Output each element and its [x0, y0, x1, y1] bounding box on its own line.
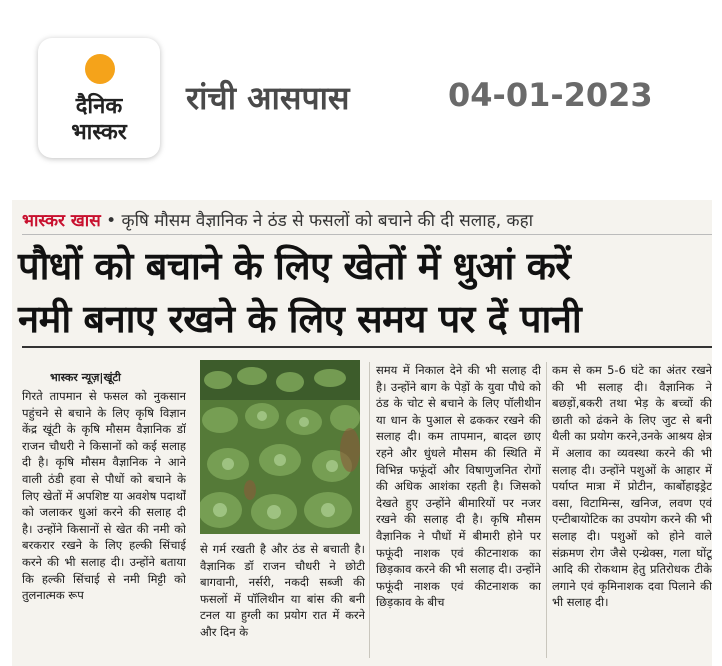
crop-field-photo — [200, 360, 360, 534]
kicker-brand: भास्कर खास — [22, 211, 101, 231]
article-column-2: से गर्म रखती है और ठंड से बचाती है। वैज्ञानिक डॉ राजन चौधरी ने छोटी बागवानी, नर्सरी, नकदी सब्जी की फसलों में पॉलिथीन या बांस की बनी टनल या हुग्ली का प्रयोग रात में करने और दिन के — [200, 542, 365, 639]
article-column-3: समय में निकाल देने की भी सलाह दी है। उन्होंने बाग के पेड़ों के युवा पौधे को ठंड के चोट से बचाने के लिए पॉलीथीन या धान के पुआल से ढककर रखने की सलाह दी। कम तापमान, बादल छाए रहने और धुंधले मौसम की स्थिति में विभिन्न फफूंदों और विषाणुजनित रोगों की अधिक आशंका रहती है। जिसको देखते हुए उन्होंने बीमारियों पर नजर रखने की सलाह दी है। कृषि मौसम वैज्ञानिक ने पौधों में बीमारी होने पर फफूंदी नाशक एवं कीटनाशक का छिड़काव करने की भी सलाह दी। उन्होंने फफूंदी नाशक एवं कीटनाशक का छिड़काव के बीच — [376, 363, 541, 610]
newspaper-logo — [38, 38, 160, 158]
headline-divider — [22, 346, 712, 348]
edition-title: रांची आसपास — [186, 79, 350, 117]
column-divider — [369, 362, 370, 658]
kicker-separator: • — [106, 211, 117, 231]
column-divider — [546, 362, 547, 658]
byline: भास्कर न्यूज़|खूंटी — [50, 371, 121, 384]
headline-line2: नमी बनाए रखने के लिए समय पर दें पानी — [18, 297, 582, 341]
article-column-1: गिरते तापमान से फसल को नुकसान पहुंचने से बचाने के लिए कृषि विज्ञान केंद्र खूंटी के कृषि मौसम वैज्ञानिक डॉ राजन चौधरी ने किसानों को कई सलाह दी है। कृषि मौसम वैज्ञानिक ने आने वाली ठंडी हवा से पौधों को बचाने के लिए खेतों में अपशिष्ट या अवशेष पदार्थों को जलाकर धुआं करने की सलाह दी है। उन्होंने किसानों से खेत की नमी को बरकरार रखने के लिए हल्की सिंचाई करने की भी सलाह दी। उन्होंने बताया कि हल्की सिंचाई से नमी मिट्टी को तुलनात्मक रूप — [22, 389, 186, 603]
headline-line1: पौधों को बचाने के लिए खेतों में धुआं करें — [18, 244, 571, 288]
logo-text-line1: दैनिक — [75, 94, 123, 119]
kicker-divider — [22, 234, 712, 235]
logo-text-line2: भास्कर — [71, 120, 127, 145]
article-column-4: कम से कम 5-6 घंटे का अंतर रखने की भी सलाह दी। वैज्ञानिक ने बछड़ों,बकरी तथा भेड़ के बच्चों की छाती को ढंकने के लिए जुट से बनी थैली का प्रयोग करने,उनके आश्रय क्षेत्र में अलाव का व्यवस्था करने की भी सलाह दी। उन्होंने पशुओं के आहार में पर्याप्त मात्रा में प्रोटीन, कार्बोहाइड्रेट वसा, विटामिन्स, खनिज, लवण एवं एन्टीबायोटिक का उपयोग करने की भी सलाह दी। पशुओं को होने वाले संक्रमण रोग जैसे एन्थ्रेक्स, गला घोंटू आदि की रोकथाम हेतु प्रतिरोधक टीके लगाने एवं कृमिनाशक दवा पिलाने की भी सलाह दी। — [552, 363, 712, 610]
cabbage-field-image — [200, 360, 360, 534]
sun-logo-icon — [85, 54, 115, 84]
edition-date: 04-01-2023 — [448, 76, 653, 114]
article-kicker — [22, 208, 712, 231]
kicker-text: कृषि मौसम वैज्ञानिक ने ठंड से फसलों को बचाने की दी सलाह, कहा — [121, 211, 534, 231]
